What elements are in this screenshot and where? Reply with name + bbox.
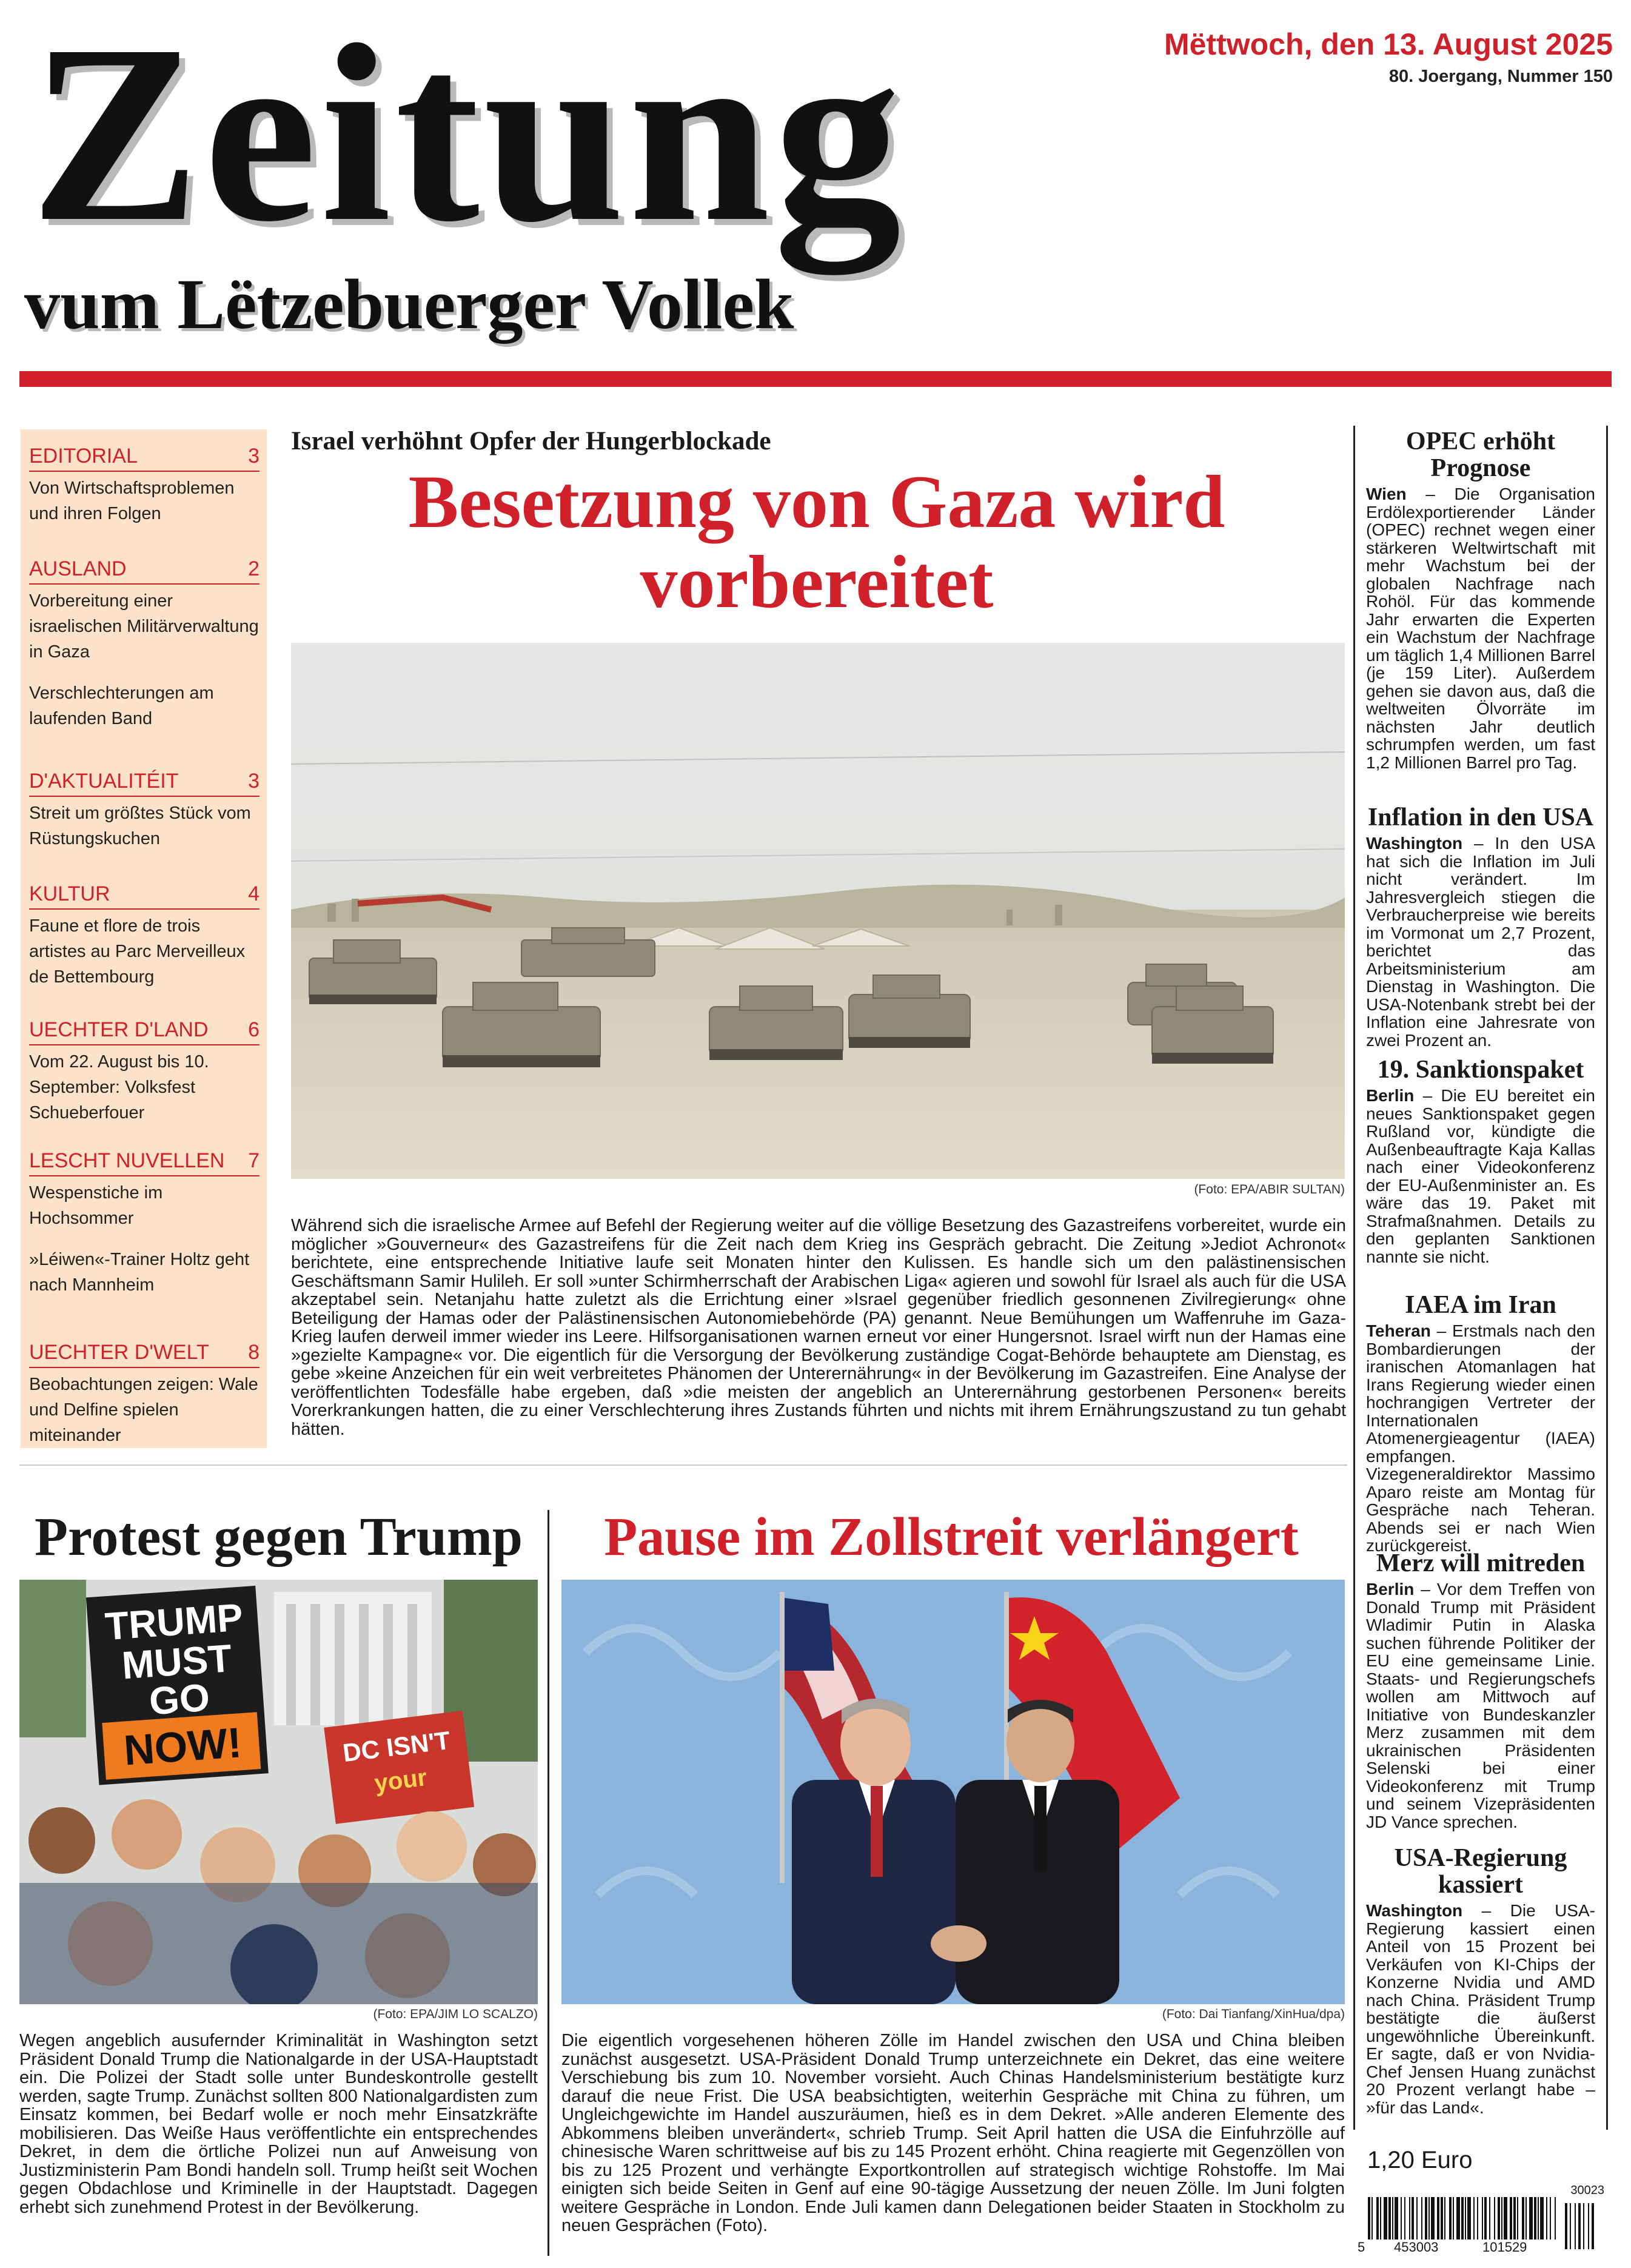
barcode-bar bbox=[1368, 2197, 1370, 2239]
toc-item: Vom 22. August bis 10. September: Volksfest Schueberfouer bbox=[29, 1052, 209, 1122]
barcode-bar bbox=[1550, 2197, 1551, 2239]
barcode bbox=[1356, 2186, 1607, 2255]
barcode-addon-number: 30023 bbox=[1570, 2184, 1604, 2197]
toc-section-name: AUSLAND bbox=[29, 557, 127, 580]
toc-section[interactable] bbox=[29, 1147, 260, 1298]
masthead-rule bbox=[19, 371, 1612, 387]
trade-story-photo bbox=[561, 1580, 1345, 2004]
barcode-bar bbox=[1401, 2197, 1402, 2239]
barcode-bar bbox=[1510, 2197, 1512, 2239]
news-brief[interactable] bbox=[1366, 428, 1595, 771]
barcode-bar bbox=[1465, 2197, 1466, 2239]
lead-kicker: Israel verhöhnt Opfer der Hungerblockade bbox=[291, 427, 771, 455]
news-brief[interactable] bbox=[1366, 1056, 1595, 1266]
barcode-bar bbox=[1522, 2197, 1524, 2239]
toc-page-number: 3 bbox=[248, 445, 260, 468]
toc-item: Faune et flore de trois artistes au Parc Merveilleux de Bettembourg bbox=[29, 916, 246, 987]
toc-page-number: 2 bbox=[248, 557, 260, 580]
brief-text: Berlin – Die EU bereitet ein neues Sanktionspaket gegen Rußland vor, kündigte die Außenbeauftragte Kaja Kallas nach einer Videokonferenz der EU-Außenminister an. Es wäre das 19. Paket mit Strafmaßnahmen. Details zu den geplanten Sanktionen nannte sie nicht. bbox=[1366, 1086, 1595, 1266]
toc-section-name: UECHTER D'WELT bbox=[29, 1341, 209, 1364]
section-divider bbox=[19, 1464, 1347, 1466]
brief-text: Washington – Die USA-Regierung kassiert einen Anteil von 15 Prozent bei Verkäufen von KI-Chips der Konzerne Nvidia und AMD nach China. Präsident Trump bestätigte die äußerst ungewöhnliche Übereinkunft. Er sagte, daß er von Nvidia-Chef Jensen Huang zunächst 20 Prozent verlangt habe – »für das Land«. bbox=[1366, 1901, 1595, 2117]
toc-item: Vorbereitung einer israelischen Militärverwaltung in Gaza bbox=[29, 591, 259, 662]
barcode-bar bbox=[1416, 2197, 1418, 2239]
toc-page-number: 6 bbox=[248, 1018, 260, 1041]
barcode-bar bbox=[1575, 2203, 1576, 2249]
barcode-bar bbox=[1431, 2197, 1435, 2239]
protest-sign-text: MUST bbox=[120, 1636, 233, 1688]
lead-headline[interactable]: Besetzung von Gaza wird vorbereitet bbox=[408, 460, 1225, 623]
barcode-bar bbox=[1412, 2197, 1414, 2239]
barcode-bar bbox=[1467, 2197, 1471, 2239]
toc-page-number: 7 bbox=[248, 1149, 260, 1172]
masthead-subtitle: vum Lëtzebuerger Vollek bbox=[24, 264, 794, 344]
protest-photo-illustration bbox=[19, 1580, 538, 2004]
brief-text: Washington – In den USA hat sich die Inflation im Juli nicht verändert. Im Jahresvergleich stiegen die Verbraucherpreise wie bereits im Vormonat um 2,7 Prozent, berichtet das Arbeitsministerium am Dienstag in Washington. Die USA-Notenbank strebt bei der Inflation eine Jahresrate von zwei Prozent an. bbox=[1366, 834, 1595, 1050]
barcode-bar bbox=[1546, 2197, 1547, 2239]
barcode-bar bbox=[1517, 2197, 1518, 2239]
barcode-bar bbox=[1555, 2197, 1556, 2239]
protest-sign-text: DC ISN'T bbox=[341, 1725, 452, 1768]
cover-price: 1,20 Euro bbox=[1367, 2147, 1473, 2173]
barcode-bar bbox=[1388, 2197, 1391, 2239]
barcode-bar bbox=[1456, 2197, 1460, 2239]
trade-story-headline[interactable]: Pause im Zollstreit verlängert bbox=[604, 1507, 1299, 1567]
handshake-photo-illustration bbox=[561, 1580, 1345, 2004]
barcode-bar bbox=[1453, 2197, 1454, 2239]
barcode-bar bbox=[1371, 2197, 1373, 2239]
barcode-bar bbox=[1489, 2197, 1490, 2239]
barcode-bar bbox=[1501, 2197, 1502, 2239]
trade-photo-credit: (Foto: Dai Tianfang/XinHua/dpa) bbox=[1162, 2007, 1345, 2021]
barcode-bar bbox=[1504, 2197, 1507, 2239]
brief-title: USA-Regierung kassiert bbox=[1394, 1844, 1567, 1899]
barcode-bar bbox=[1404, 2197, 1405, 2239]
barcode-bar bbox=[1421, 2197, 1422, 2239]
toc-item: »Léiwen«-Trainer Holtz geht nach Mannheim bbox=[29, 1250, 250, 1295]
toc-page-number: 3 bbox=[248, 770, 260, 793]
barcode-bar bbox=[1380, 2197, 1381, 2239]
toc-section-name: EDITORIAL bbox=[29, 445, 138, 468]
lead-photo-credit: (Foto: EPA/ABIR SULTAN) bbox=[1194, 1183, 1345, 1196]
barcode-bar bbox=[1425, 2197, 1427, 2239]
toc-section[interactable] bbox=[29, 881, 260, 990]
news-brief[interactable] bbox=[1366, 1292, 1595, 1555]
news-brief[interactable] bbox=[1366, 1550, 1595, 1831]
toc-section[interactable] bbox=[29, 768, 260, 851]
masthead-title: Zeitung bbox=[30, 0, 905, 274]
brief-title: OPEC erhöht Prognose bbox=[1405, 428, 1556, 482]
brief-text: Wien – Die Organisation Erdölexportierender Länder (OPEC) rechnet wegen einer stärkeren Weltwirtschaft mit mehr Wachstum bei der globalen Nachfrage nach Rohöl. Für das kommende Jahr erwarten die Experten ein Wachstum der Nachfrage um täglich 1,4 Millionen Barrel (je 159 Liter). Außerdem gehen sie davon aus, daß die weltweiten Ölvorräte im nächsten Jahr deutlich schrumpfen werden, um fast 1,2 Millionen Barrel pro Tag. bbox=[1366, 485, 1595, 772]
protest-sign-text: GO bbox=[147, 1675, 212, 1723]
toc-item: Von Wirtschaftsproblemen und ihren Folgen bbox=[29, 478, 235, 523]
toc-page-number: 8 bbox=[248, 1341, 260, 1364]
barcode-bar bbox=[1529, 2197, 1533, 2239]
barcode-bar bbox=[1578, 2203, 1581, 2249]
barcode-bar bbox=[1449, 2197, 1452, 2239]
column-divider bbox=[548, 1510, 549, 2256]
toc-section-name: KULTUR bbox=[29, 882, 110, 905]
trump-story-headline[interactable]: Protest gegen Trump bbox=[35, 1507, 523, 1567]
barcode-bar bbox=[1444, 2197, 1445, 2239]
barcode-bar bbox=[1526, 2197, 1527, 2239]
toc-page-number: 4 bbox=[248, 882, 260, 905]
barcode-digit: 5 bbox=[1356, 2239, 1367, 2255]
lead-body: Während sich die israelische Armee auf Befehl der Regierung weiter auf die völlige Besetzung des Gazastreifens vorbereitet, wurde ein möglicher »Gouverneur« des Gazastreifens für die Zeit nach dem Krieg ins Gespräch gebracht. Die Zeitung »Jediot Achronot« berichtete, eine entsprechende Initiative laufe seit Monaten hinter den Kulissen. Es handle sich um den palästinensischen Geschäftsmann Samir Hulileh. Er soll »unter Schirmherrschaft der Arabischen Liga« agieren und sowohl für Israel als auch für die USA akzeptabel sein. Netanjahu hatte zuletzt als die Errichtung einer »Israel gegenüber friedlich gesonnenen Zivilregierung« ohne Beteiligung der Hamas oder der Palästinensischen Autonomiebehörde (PA) genannt. Neue Bemühungen um Waffenruhe im Gaza-Krieg laufen derweil immer wieder ins Leere. Hilfsorganisationen warnen erneut vor einer Hungersnot. Israel wirft nun der Hamas eine »gezielte Kampagne« vor. Die eigentlich für die Versorgung der Bevölkerung zuständige Cogat-Behörde behauptete am Dienstag, es gebe »keine Anzeichen für ein weit verbreitetes Phänomen der Unterernährung« in der Bevölkerung im Gazastreifen. Eine Analyse der veröffentlichten Todesfälle habe ergeben, daß »die meisten der angeblich an Unterernährung gestorbenen Personen« bereits Vorerkrankungen hatten, die zu einer Verschlechterung ihres Zustands führten und nichts mit ihrem Ernährungszustand zu tun gehabt hätten. bbox=[291, 1216, 1346, 1439]
toc-item: Streit um größtes Stück vom Rüstungskuchen bbox=[29, 804, 251, 848]
barcode-bar bbox=[1583, 2203, 1584, 2249]
barcode-bar bbox=[1473, 2197, 1475, 2239]
issue-number: 80. Joergang, Nummer 150 bbox=[1388, 67, 1613, 86]
barcode-bar bbox=[1592, 2203, 1594, 2249]
toc-section-name: LESCHT NUVELLEN bbox=[29, 1149, 225, 1172]
news-briefs-column bbox=[1353, 426, 1608, 2130]
brief-title: Merz will mitreden bbox=[1376, 1549, 1586, 1577]
barcode-bar bbox=[1461, 2197, 1464, 2239]
barcode-bar bbox=[1409, 2197, 1410, 2239]
toc-section[interactable] bbox=[29, 443, 260, 526]
barcode-bar bbox=[1392, 2197, 1393, 2239]
table-of-contents bbox=[21, 429, 267, 1448]
toc-item: Beobachtungen zeigen: Wale und Delfine spielen miteinander bbox=[29, 1375, 258, 1445]
protest-sign-text: TRUMP bbox=[103, 1595, 244, 1649]
barcode-bar bbox=[1384, 2197, 1387, 2239]
barcode-bar bbox=[1477, 2197, 1478, 2239]
barcode-bar bbox=[1588, 2203, 1589, 2249]
trump-story-photo bbox=[19, 1580, 538, 2004]
trade-story-body: Die eigentlich vorgesehenen höheren Zölle im Handel zwischen den USA und China bleiben zunächst ausgesetzt. USA-Präsident Donald Trump unterzeichnete ein Dekret, das eine weitere Verschiebung bis zum 10. November vorsieht. Auch Chinas Handelsministerium bestätigte kurz darauf die neue Frist. Die USA beabsichtigten, weiterhin Gespräche mit China zu führen, um Ungleichgewichte im Handel auszuräumen, hieß es in dem Dekret. »Alle anderen Elemente des Abkommens bleiben unverändert«, schrieb Trump. Seit April hatten die USA die Einfuhrzölle auf chinesische Waren schrittweise auf bis zu 145 Prozent erhöht. China reagierte mit Gegenzöllen von bis zu 125 Prozent und verhängte Exportkontrollen auf strategisch wichtige Rohstoffe. Im Mai einigten sich beide Seiten in Genf auf eine 90-tägige Aussetzung der neuen Zölle. Im Juni folgten weitere Gespräche in London. Ende Juli kamen dann Delegationen beider Staaten in Stockholm zu neuen Gesprächen (Foto). bbox=[561, 2031, 1345, 2235]
barcode-bar bbox=[1513, 2197, 1516, 2239]
news-brief[interactable] bbox=[1366, 804, 1595, 1049]
toc-section[interactable] bbox=[29, 555, 260, 731]
barcode-bar bbox=[1441, 2197, 1443, 2239]
barcode-bar bbox=[1494, 2197, 1495, 2239]
barcode-bar bbox=[1484, 2197, 1487, 2239]
barcode-digits: 101529 bbox=[1481, 2239, 1529, 2255]
brief-title: Inflation in den USA bbox=[1367, 804, 1594, 831]
protest-sign-text: your bbox=[373, 1764, 429, 1797]
tanks-photo-illustration bbox=[291, 643, 1345, 1179]
barcode-bar bbox=[1538, 2197, 1539, 2239]
trump-story-body: Wegen angeblich ausufernder Kriminalität in Washington setzt Präsident Donald Trump die Nationalgarde in der USA-Hauptstadt ein. Die Polizei der Stadt solle unter Bundeskontrolle gestellt werden, sagte Trump. Zunächst sollten 800 Nationalgardisten zum Einsatz kommen, bei Bedarf wolle er noch mehr Einsatzkräfte mobilisieren. Das Weiße Haus veröffentlichte ein entsprechendes Dekret, in dem die örtliche Polizei nun auf Anweisung von Justizministerin Pam Bondi handeln soll. Trump heißt seit Wochen gegen Obdachlose und Kriminelle in der Hauptstadt. Dagegen erhebt sich zunehmend Protest in der Bevölkerung. bbox=[19, 2031, 538, 2217]
barcode-bar bbox=[1437, 2197, 1439, 2239]
brief-title: 19. Sanktionspaket bbox=[1377, 1056, 1584, 1084]
brief-text: Teheran – Erstmals nach den Bombardierungen der iranischen Atomanlagen hat Irans Regierung wieder einen hochrangigen Vertreter der Internationalen Atomenergieagentur (IAEA) empfangen. Vizegeneraldirektor Massimo Aparo reiste am Montag für Gespräche nach Teheran. Abends sei er nach Wien zurückgereist. bbox=[1366, 1321, 1595, 1555]
issue-date: Mëttwoch, den 13. August 2025 bbox=[1164, 27, 1613, 61]
barcode-digits: 453003 bbox=[1392, 2239, 1440, 2255]
news-brief[interactable] bbox=[1366, 1845, 1595, 2116]
barcode-bar bbox=[1565, 2203, 1567, 2249]
barcode-bar bbox=[1376, 2197, 1379, 2239]
brief-text: Berlin – Vor dem Treffen von Donald Trump mit Präsident Wladimir Putin in Alaska suchen führende Politiker der EU eine gemeinsame Linie. Staats- und Regierungschefs wollen am Mittwoch auf Initiative von Bundeskanzler Merz zusammen mit dem ukrainischen Präsidenten Selenski bei einer Videokonferenz mit Trump und seinem Vizepräsidenten JD Vance sprechen. bbox=[1366, 1580, 1595, 1831]
barcode-bar bbox=[1498, 2197, 1500, 2239]
toc-section[interactable] bbox=[29, 1016, 260, 1126]
barcode-bar bbox=[1534, 2197, 1536, 2239]
lead-photo bbox=[291, 643, 1345, 1179]
brief-title: IAEA im Iran bbox=[1405, 1291, 1556, 1319]
barcode-bar bbox=[1570, 2203, 1571, 2249]
toc-item: Verschlechterungen am laufenden Band bbox=[29, 683, 214, 728]
toc-item: Wespenstiche im Hochsommer bbox=[29, 1183, 163, 1228]
toc-section-name: D'AKTUALITÉIT bbox=[29, 770, 179, 793]
barcode-bar bbox=[1395, 2197, 1398, 2239]
toc-section[interactable] bbox=[29, 1339, 260, 1448]
barcode-bar bbox=[1428, 2197, 1430, 2239]
protest-sign-text: NOW! bbox=[122, 1719, 244, 1774]
trump-photo-credit: (Foto: EPA/JIM LO SCALZO) bbox=[373, 2007, 538, 2021]
barcode-bar bbox=[1482, 2197, 1483, 2239]
toc-section-name: UECHTER D'LAND bbox=[29, 1018, 209, 1041]
barcode-bar bbox=[1540, 2197, 1544, 2239]
